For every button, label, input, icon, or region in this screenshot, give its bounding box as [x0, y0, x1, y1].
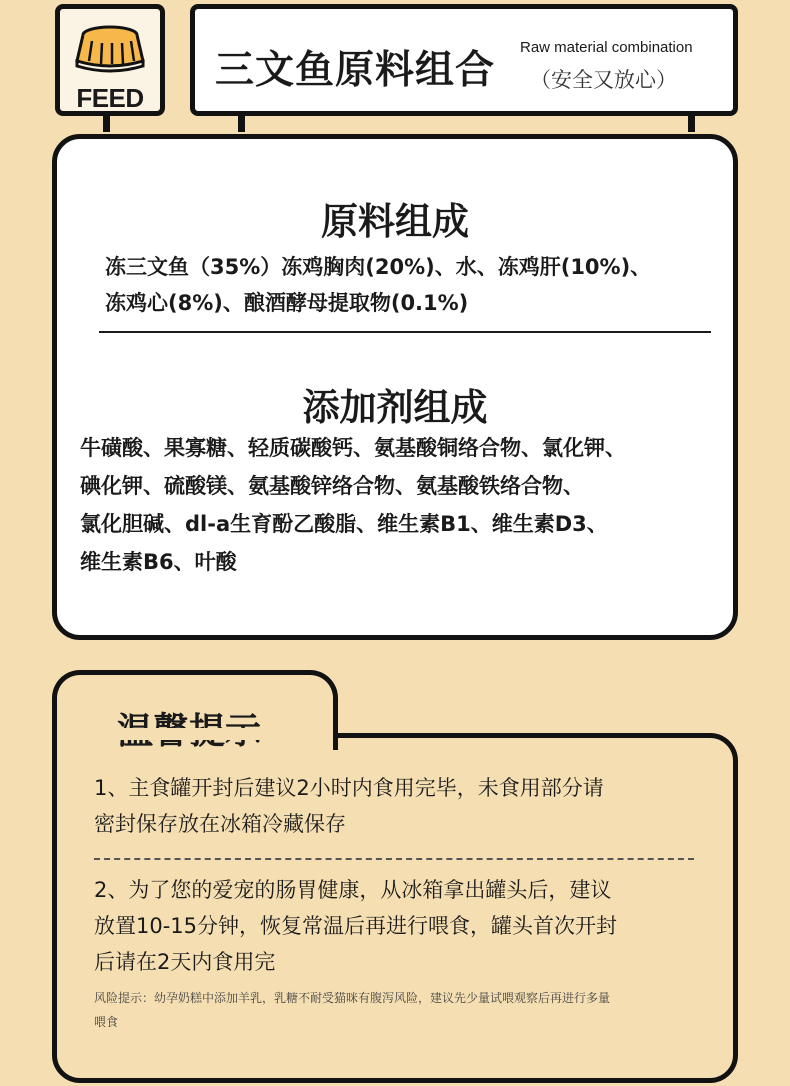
page-title-english: Raw material combination: [520, 39, 693, 56]
tip-line: 密封保存放在冰箱冷藏保存: [94, 812, 346, 836]
connector-post: [103, 114, 110, 132]
title-box: [190, 4, 738, 116]
additives-line: 碘化钾、硫酸镁、氨基酸锌络合物、氨基酸铁络合物、: [80, 474, 584, 498]
tips-tab-join: [57, 728, 333, 740]
additives-line: 牛磺酸、果寡糖、轻质碳酸钙、氨基酸铜络合物、氯化钾、: [80, 436, 626, 460]
tip-divider: [94, 858, 694, 860]
section-divider: [99, 331, 711, 333]
additives-text: [80, 429, 730, 581]
pet-bowl-icon: [74, 21, 146, 73]
feed-label: FEED: [76, 83, 144, 113]
additives-heading: 添加剂组成: [302, 386, 488, 429]
tip-line: 1、主食罐开封后建议2小时内食用完毕，未食用部分请: [94, 776, 604, 800]
page-subtitle: （安全又放心）: [530, 68, 677, 92]
additives-line: 维生素B6、叶酸: [80, 550, 237, 574]
tip-line: 后请在2天内食用完: [94, 950, 276, 974]
connector-post: [688, 114, 695, 132]
risk-line: 风险提示：幼孕奶糕中添加羊乳，乳糖不耐受猫咪有腹泻风险，建议先少量试喂观察后再进行多量: [94, 991, 611, 1005]
tip-item: [94, 872, 709, 980]
tip-line: 放置10-15分钟，恢复常温后再进行喂食，罐头首次开封: [94, 914, 618, 938]
raw-materials-line: 冻鸡心(8%)、酿酒酵母提取物(0.1%): [105, 291, 469, 315]
ingredients-card: [52, 134, 738, 640]
tip-line: 2、为了您的爱宠的肠胃健康，从冰箱拿出罐头后，建议: [94, 878, 612, 902]
raw-materials-heading: 原料组成: [321, 200, 469, 243]
additives-line: 氯化胆碱、dl-a生育酚乙酸脂、维生素B1、维生素D3、: [80, 512, 608, 536]
risk-note: [94, 986, 699, 1034]
raw-materials-line: 冻三文鱼（35%）冻鸡胸肉(20%)、水、冻鸡肝(10%)、: [105, 255, 652, 279]
feed-logo-box: [55, 4, 165, 116]
raw-materials-text: [105, 249, 735, 321]
page-title: 三文鱼原料组合: [215, 48, 496, 93]
risk-line: 喂食: [94, 1015, 119, 1029]
connector-post: [238, 114, 245, 132]
tip-item: [94, 770, 709, 842]
